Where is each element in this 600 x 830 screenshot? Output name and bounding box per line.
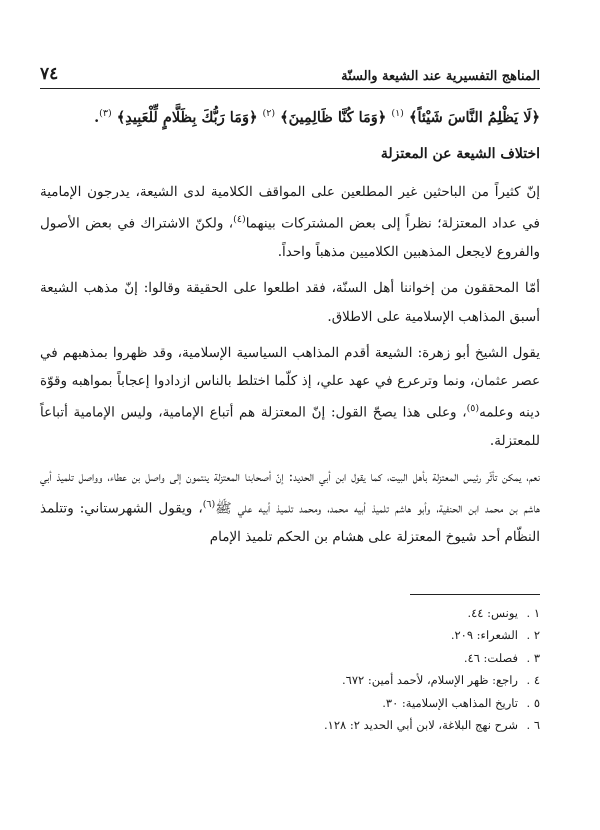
quran-verses-line: ﴿لَا يَظْلِمُ النَّاسَ شَيْئاً﴾ $^{(١)}$ ﴿وَمَا كُنَّا ظَالِمِينَ﴾ $^{(٢)}$ ﴿وَمَا رَبُّكَ بِظَلَّامٍ لِّلْعَبِيدِ﴾ $^{(٣)}$. — [94, 108, 540, 126]
section-heading: اختلاف الشيعة عن المعتزلة — [380, 146, 540, 163]
running-header — [40, 58, 540, 84]
paragraph-text: نعم، يمكن تأثّر رئيس المعتزلة بأهل البيت، كما يقول ابن أبي الحديد: إنّ أصحابنا المعتزلة ينتمون إلى واصل بن عطاء، وواصل تلميذ أبي هاشم بن محمد ابن الحنفية، وأبو هاشم تلميذ أبيه محمد، ومحمد تلميذ أبيه علي ﷺ — [40, 469, 540, 517]
running-title: المناهج التفسيرية عند الشيعة والسنّة — [341, 69, 540, 84]
footnote-text: فصلت: ٤٦. — [463, 650, 518, 665]
paragraph-text: أمّا المحققون من إخواننا أهل السنّة، فقد اطلعوا على الحقيقة وقالوا: إنّ مذهب الشيعة أسبق المذاهب الإسلامية على الاطلاق. — [40, 280, 540, 325]
footnote-ref[interactable]: (٦) — [202, 499, 216, 511]
footnote-text: تاريخ المذاهب الإسلامية: ٣٠. — [382, 695, 518, 710]
quran-verse: ﴿وَمَا رَبُّكَ بِظَلَّامٍ لِّلْعَبِيدِ﴾ — [116, 108, 258, 126]
footnote-text: شرح نهج البلاغة، لابن أبي الحديد ٢: ١٢٨. — [324, 718, 518, 733]
footnote — [40, 669, 540, 691]
page-number: ٧٤ — [40, 64, 59, 84]
paragraph-text: يقول الشيخ أبو زهرة: الشيعة أقدم المذاهب السياسية الإسلامية، وقد ظهروا بمذهبهم في عصر عثمان، ونما وترعرع في عهد علي، إذ كلّما اختلط بالناس ازدادوا إعجاباً بمواهبه وقوّة دينه وعلمه — [40, 344, 540, 421]
paragraph-text: ، ولكنّ الاشتراك في بعض الأصول والفروع لايجعل المذهبين الكلاميين مذهباً واحداً. — [40, 215, 540, 261]
footnote — [40, 624, 540, 646]
footnotes — [40, 602, 540, 736]
paragraph-text: إنّ كثيراً من الباحثين غير المطلعين على المواقف الكلامية لدى الشيعة، يدرجون الإمامية في عداد المعتزلة؛ نظراً إلى بعض المشتركات بينهما — [40, 184, 540, 232]
main-text — [40, 100, 540, 559]
footnote-number: ١ . — [526, 606, 540, 620]
footnote-number: ٣ . — [526, 650, 540, 665]
footnote-number: ٦ . — [526, 718, 540, 733]
footnote-ref[interactable]: (٣) — [99, 108, 112, 119]
footnote-text: راجع: ظهر الإسلام، لأحمد أمين: ٦٧٢. — [341, 673, 518, 688]
paragraph — [40, 339, 540, 455]
footnote-ref[interactable]: (١) — [391, 108, 404, 119]
paragraph — [40, 463, 540, 551]
quran-verse: ﴿وَمَا كُنَّا ظَالِمِينَ﴾ — [280, 108, 387, 126]
footnote — [40, 692, 540, 714]
footnote-divider — [410, 594, 540, 595]
footnote-number: ٥ . — [526, 695, 540, 710]
footnote-text: الشعراء: ٢٠٩. — [450, 628, 518, 643]
footnote — [40, 714, 540, 736]
paragraph — [40, 274, 540, 330]
footnote-number: ٢ . — [526, 628, 540, 643]
paragraph-text: ، وعلى هذا يصحّ القول: إنّ المعتزلة هم أتباع الإمامية، وليس الإمامية أتباعاً للمعتزلة. — [40, 404, 540, 449]
footnote-number: ٤ . — [526, 673, 540, 688]
footnote — [40, 647, 540, 669]
footnote-ref[interactable]: (٢) — [262, 108, 276, 119]
paragraph — [40, 178, 540, 266]
footnote-text: يونس: ٤٤. — [467, 606, 518, 620]
footnote-ref[interactable]: (٤) — [233, 214, 246, 226]
footnote-ref[interactable]: (٥) — [466, 403, 480, 415]
quran-verse: ﴿لَا يَظْلِمُ النَّاسَ شَيْئاً﴾ — [408, 108, 540, 126]
footnote — [40, 602, 540, 624]
header-divider — [40, 88, 540, 89]
paragraph-text: ، ويقول الشهرستاني: وتتلمذ النظّام أحد شيوخ المعتزلة على هشام بن الحكم تلميذ الإمام — [40, 500, 540, 545]
